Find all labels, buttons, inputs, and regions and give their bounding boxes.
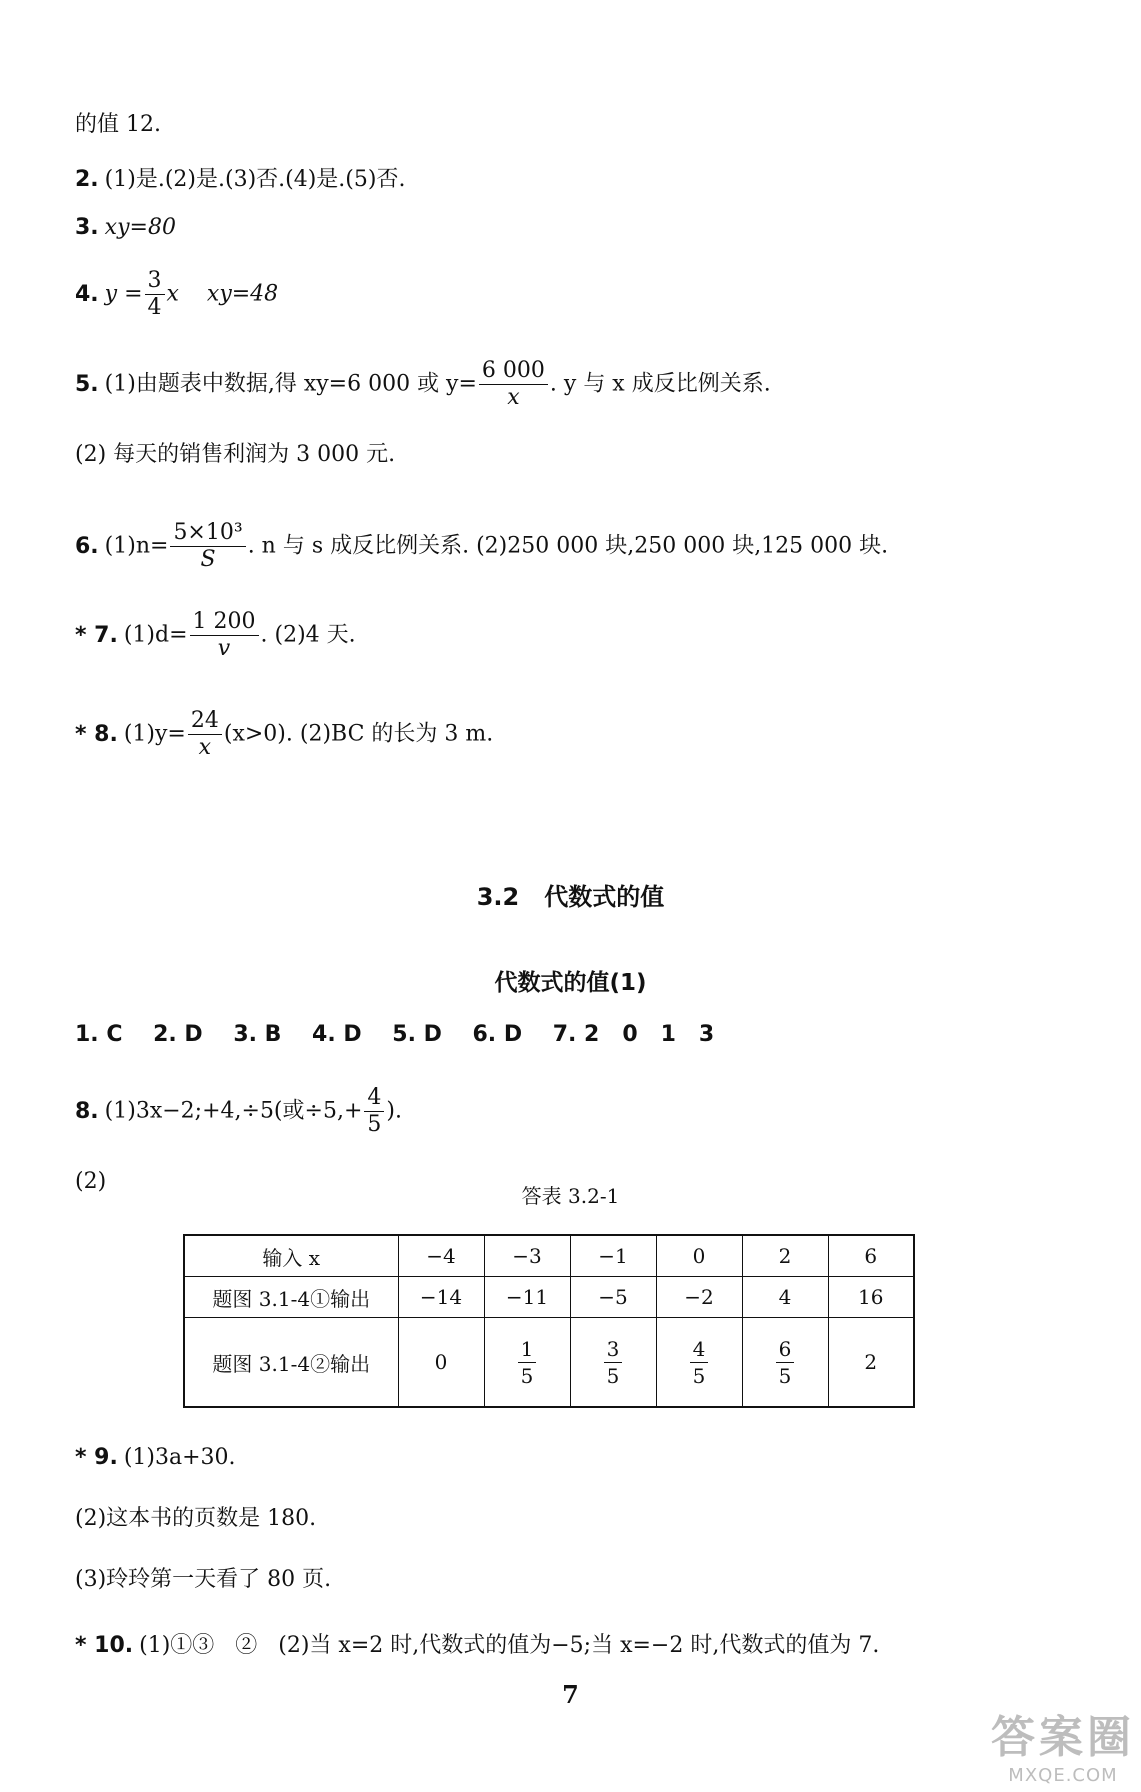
table-cell: −1 (570, 1235, 656, 1277)
answer-2 (75, 165, 405, 195)
numerator: 4 (690, 1336, 709, 1363)
answer-10 (75, 1631, 879, 1661)
answer-8b-part2: (2) (75, 1169, 107, 1194)
table-cell: −14 (398, 1277, 484, 1318)
answer-post: . n 与 s 成反比例关系. (2)250 000 块,250 000 块,125 000 块. (247, 533, 889, 559)
answer-pre: (1)n= (104, 533, 169, 559)
table-cell: 0 (398, 1318, 484, 1408)
table-cell: −3 (484, 1235, 570, 1277)
answer-pre: (1)由题表中数据,得 xy=6 000 或 y= (104, 371, 477, 397)
answer-text: (1)3a+30. (123, 1445, 236, 1470)
row-header: 题图 3.1-4①输出 (184, 1277, 398, 1318)
answer-6 (75, 520, 888, 573)
numerator: 24 (188, 708, 222, 735)
q-number: * 7. (75, 622, 118, 648)
answer-pre: y = (104, 281, 143, 307)
denominator: 5 (520, 1363, 534, 1388)
section-title: 3.2 代数式的值 (476, 883, 665, 911)
q-number: * 9. (75, 1445, 118, 1470)
answer-9-part2: (2)这本书的页数是 180. (75, 1506, 317, 1531)
table-caption: 答表 3.2-1 (521, 1184, 620, 1208)
table-cell (570, 1318, 656, 1408)
watermark-text: 答案圈 (991, 1712, 1135, 1763)
answer-table (183, 1234, 915, 1408)
subsection-title: 代数式的值(1) (494, 970, 647, 996)
q-number: 3. (75, 215, 99, 240)
denominator: 5 (367, 1112, 382, 1137)
answer-8b (75, 1085, 402, 1138)
answer-post: . y 与 x 成反比例关系. (549, 371, 771, 397)
fraction (518, 1336, 537, 1389)
fraction (364, 1085, 384, 1138)
table-cell (656, 1318, 742, 1408)
denominator: v (217, 636, 231, 661)
answer-post: x xy=48 (166, 281, 279, 307)
answer-post: ). (386, 1098, 402, 1124)
table-cell: −5 (570, 1277, 656, 1318)
table-cell: 0 (656, 1235, 742, 1277)
numerator: 3 (145, 268, 165, 295)
line-continuation: 的值 12. (75, 112, 161, 137)
fraction (190, 609, 259, 662)
answer-9-part3: (3)玲玲第一天看了 80 页. (75, 1567, 332, 1592)
fraction (776, 1336, 795, 1389)
numerator: 6 (776, 1336, 795, 1363)
watermark-url: MXQE.COM (1008, 1765, 1118, 1786)
q-number: 5. (75, 371, 99, 397)
answer-text: (1)是.(2)是.(3)否.(4)是.(5)否. (104, 167, 406, 192)
answer-5 (75, 358, 771, 411)
answer-pre: (1)y= (123, 721, 186, 747)
answer-8 (75, 708, 493, 761)
numerator: 1 200 (190, 609, 259, 636)
denominator: x (198, 735, 212, 760)
numerator: 4 (364, 1085, 384, 1112)
watermark-logo (991, 1701, 1135, 1786)
answer-text: (1)①③ ② (2)当 x=2 时,代数式的值为−5;当 x=−2 时,代数式的值为 7. (139, 1633, 880, 1658)
numerator: 3 (604, 1336, 623, 1363)
q-number: 4. (75, 281, 99, 307)
table-cell (742, 1318, 828, 1408)
numerator: 5×10³ (170, 520, 245, 547)
numerator: 1 (518, 1336, 537, 1363)
answer-9 (75, 1443, 236, 1473)
fraction (690, 1336, 709, 1389)
denominator: 5 (606, 1363, 620, 1388)
choice-answers: 1. C 2. D 3. B 4. D 5. D 6. D 7. 2 0 1 3 (75, 1022, 715, 1047)
fraction (145, 268, 165, 321)
table-cell: −11 (484, 1277, 570, 1318)
table-cell: −2 (656, 1277, 742, 1318)
fraction (188, 708, 222, 761)
fraction (604, 1336, 623, 1389)
answer-text: xy=80 (104, 215, 176, 240)
table-cell (484, 1318, 570, 1408)
q-number: 2. (75, 167, 99, 192)
page-number: 7 (562, 1680, 579, 1709)
table-row (184, 1318, 914, 1408)
answer-pre: (1)3x−2;+4,÷5(或÷5,+ (104, 1098, 363, 1124)
denominator: 5 (692, 1363, 706, 1388)
table-cell: −4 (398, 1235, 484, 1277)
answer-post: . (2)4 天. (260, 622, 356, 648)
table-cell: 4 (742, 1277, 828, 1318)
denominator: S (200, 547, 216, 572)
answer-post: (x>0). (2)BC 的长为 3 m. (223, 721, 494, 747)
table-cell: 6 (828, 1235, 914, 1277)
denominator: x (507, 385, 520, 410)
denominator: 5 (778, 1363, 792, 1388)
q-number: * 8. (75, 721, 118, 747)
table-cell: 2 (828, 1318, 914, 1408)
fraction (170, 520, 245, 573)
answer-5-part2: (2) 每天的销售利润为 3 000 元. (75, 442, 396, 467)
fraction (479, 358, 548, 411)
q-number: 8. (75, 1098, 99, 1124)
answer-7 (75, 609, 356, 662)
table-cell: 2 (742, 1235, 828, 1277)
q-number: * 10. (75, 1633, 134, 1658)
table-row (184, 1235, 914, 1277)
table-row (184, 1277, 914, 1318)
table-cell: 16 (828, 1277, 914, 1318)
answer-pre: (1)d= (123, 622, 188, 648)
answer-3 (75, 213, 176, 243)
row-header: 输入 x (184, 1235, 398, 1277)
row-header: 题图 3.1-4②输出 (184, 1318, 398, 1408)
denominator: 4 (147, 295, 162, 320)
q-number: 6. (75, 533, 99, 559)
answer-4 (75, 268, 278, 321)
numerator: 6 000 (479, 358, 548, 385)
